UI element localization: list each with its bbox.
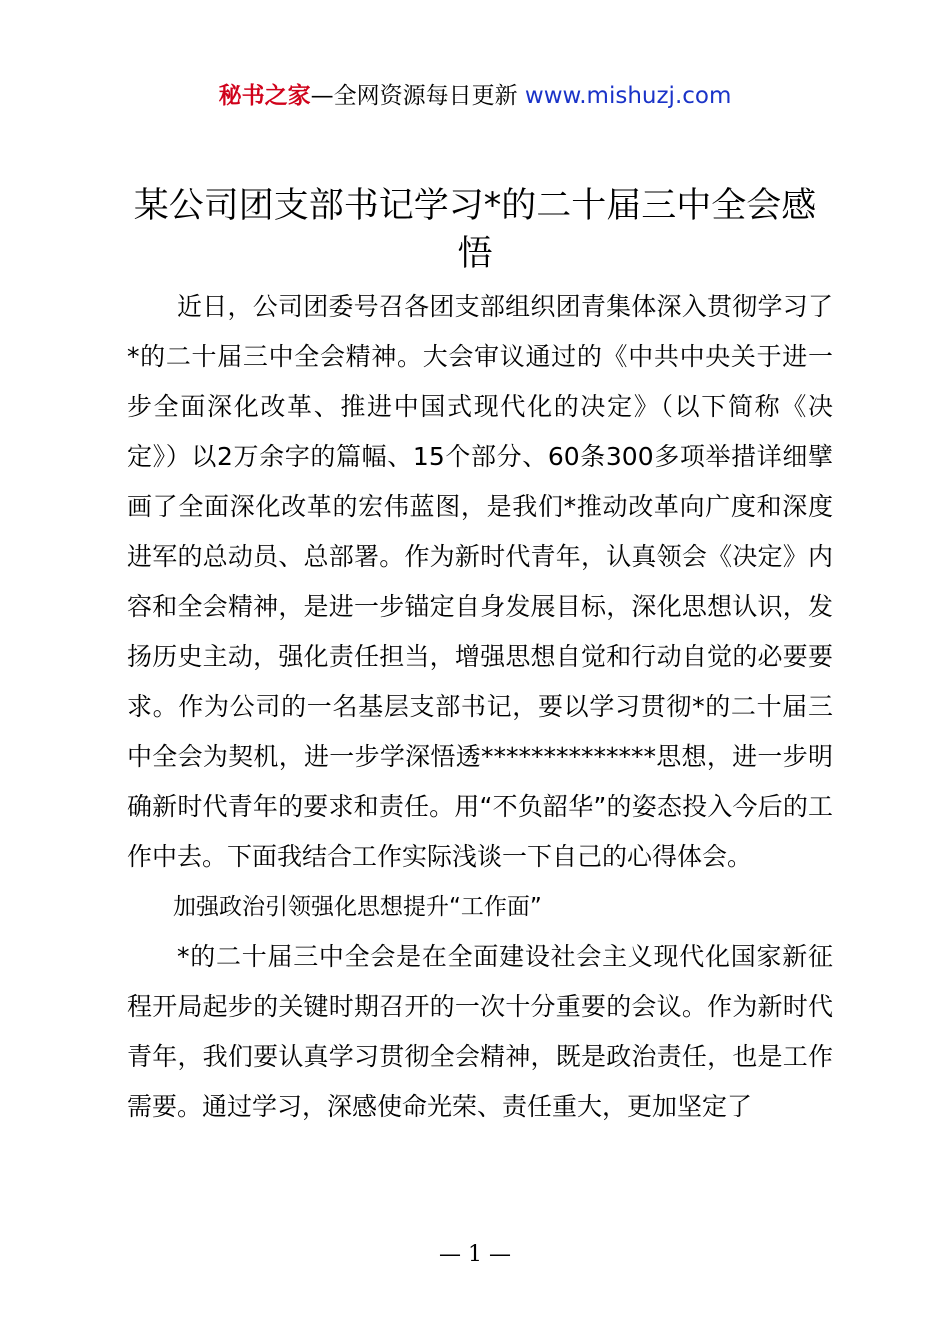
site-url-link[interactable]: www.mishuzj.com [524, 83, 732, 109]
document-body [127, 282, 833, 1132]
intro-paragraph: 近日，公司团委号召各团支部组织团青集体深入贯彻学习了*的二十届三中全会精神。大会审议通过的《中共中央关于进一步全面深化改革、推进中国式现代化的决定》（以下简称《决定》）以2万余字的篇幅、15个部分、60条300多项举措详细擘画了全面深化改革的宏伟蓝图，是我们*推动改革向广度和深度进军的总动员、总部署。作为新时代青年，认真领会《决定》内容和全会精神，是进一步锚定自身发展目标，深化思想认识，发扬历史主动，强化责任担当，增强思想自觉和行动自觉的必要要求。作为公司的一名基层支部书记，要以学习贯彻*的二十届三中全会为契机，进一步学深悟透**************思想，进一步明确新时代青年的要求和责任。用“不负韶华”的姿态投入今后的工作中去。下面我结合工作实际浅谈一下自己的心得体会。 [127, 292, 833, 871]
section-heading: 加强政治引领强化思想提升“工作面” [173, 894, 542, 920]
section-paragraph: *的二十届三中全会是在全面建设社会主义现代化国家新征程开局起步的关键时期召开的一次十分重要的会议。作为新时代青年，我们要认真学习贯彻全会精神，既是政治责任，也是工作需要。通过学习，深感使命光荣、责任重大，更加坚定了 [127, 942, 833, 1121]
site-header [0, 80, 950, 112]
header-tagline: —全网资源每日更新 [310, 83, 525, 109]
page-number: — 1 — [439, 1242, 511, 1267]
document-title: 某公司团支部书记学习*的二十届三中全会感悟 [133, 186, 817, 274]
brand-name: 秘书之家 [218, 83, 311, 109]
